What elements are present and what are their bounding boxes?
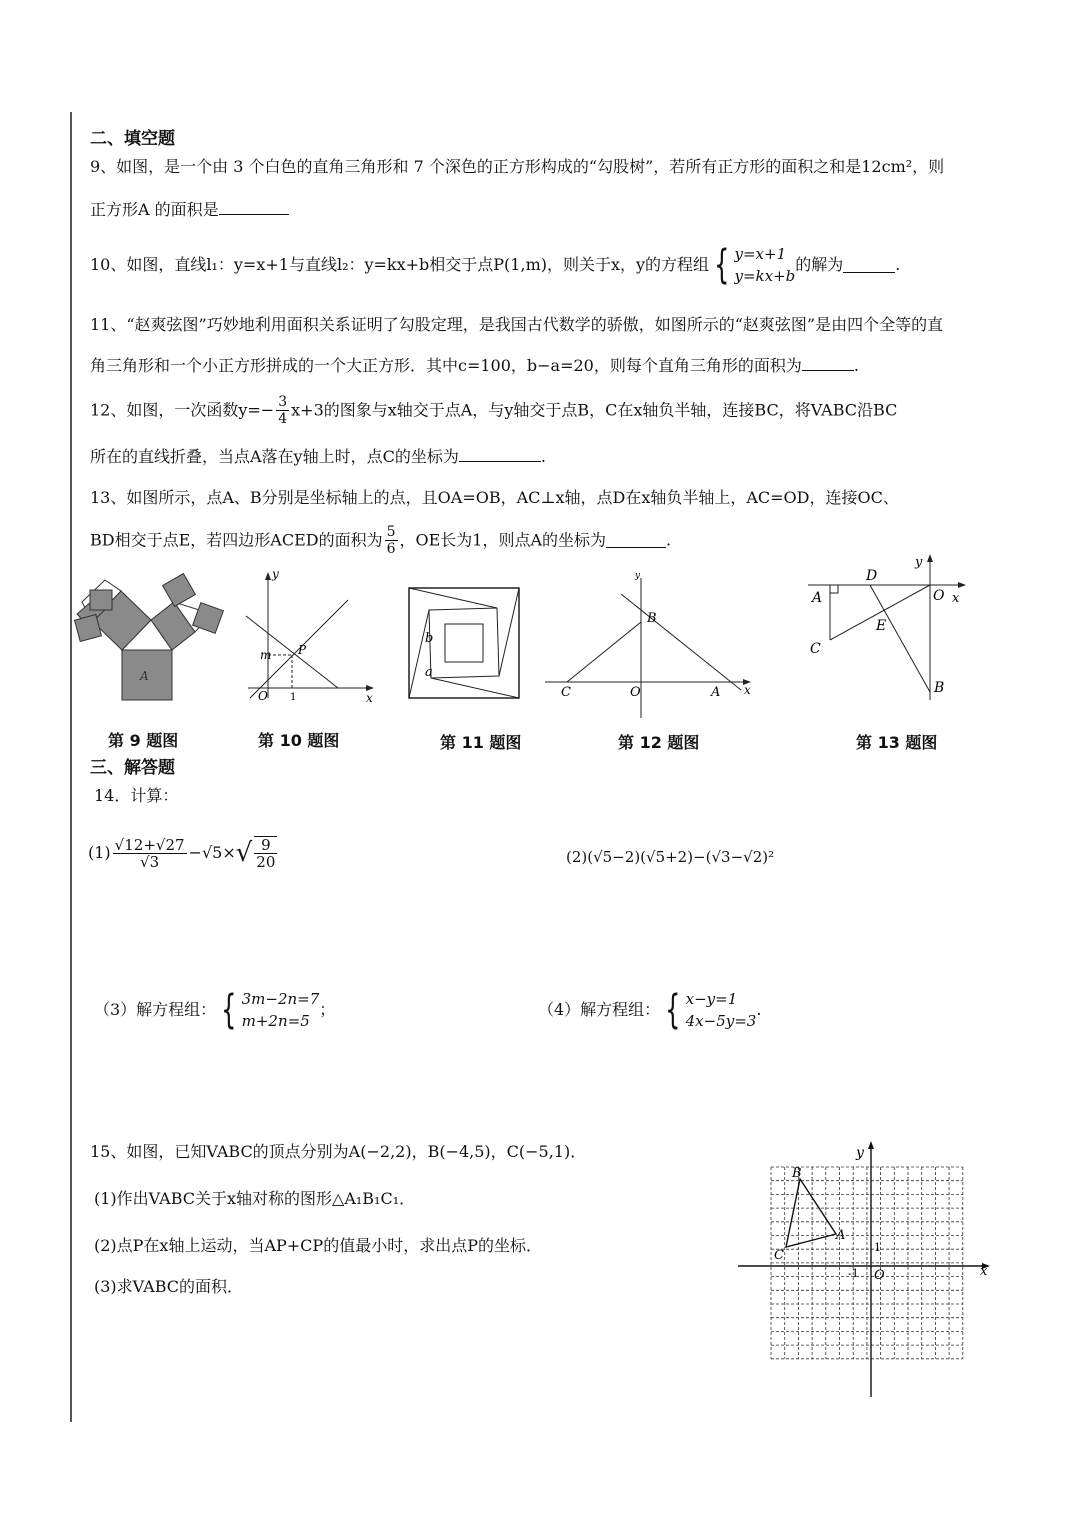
brace: { xyxy=(714,242,730,288)
equation-1: x−y=1 xyxy=(685,990,738,1008)
fraction xyxy=(254,836,277,870)
label-c: C xyxy=(774,1248,784,1263)
triangle-abc xyxy=(786,1179,836,1247)
line-ab xyxy=(621,594,741,690)
fraction-numerator: 5 xyxy=(386,524,396,540)
question-12-line2: 所在的直线折叠，当点A落在y轴上时，点C的坐标为 . xyxy=(90,447,546,466)
fraction xyxy=(113,837,187,870)
label-a: A xyxy=(812,590,823,606)
arrow-icon xyxy=(958,582,966,588)
label-b: B xyxy=(934,680,945,696)
question-12-line1 xyxy=(90,394,897,427)
figure-11-zhao-shuang-diagram xyxy=(405,584,523,702)
punctuation: ； xyxy=(319,1000,336,1019)
brace: { xyxy=(221,987,237,1033)
label-a: A xyxy=(836,1228,846,1243)
fraction-numerator: 9 xyxy=(254,837,277,854)
question-15-sub3: (3)求VABC的面积． xyxy=(94,1277,243,1296)
figure-10-two-lines xyxy=(240,570,380,705)
margin-line xyxy=(70,112,72,1422)
fraction-denominator: 6 xyxy=(386,541,396,557)
question-12-text-b: x+3的图象与x轴交于点A，与y轴交于点B，C在x轴负半轴，连接BC，将VABC沿BC xyxy=(291,400,898,420)
label-neg-one: -1 xyxy=(848,1267,859,1280)
answer-blank xyxy=(843,258,895,273)
label-p: P xyxy=(298,643,307,657)
equation-system xyxy=(242,988,320,1032)
question-11-line2: 角三角形和一个小正方形拼成的一个大正方形．其中c=100，b−a=20，则每个直角三角形的面积为 . xyxy=(90,356,859,375)
question-14-title: 14．计算： xyxy=(94,786,179,805)
equation-system xyxy=(735,243,796,287)
question-11-line1: 11、“赵爽弦图”巧妙地利用面积关系证明了勾股定理，是我国古代数学的骄傲，如图所示的“赵爽弦图”是由四个全等的直 xyxy=(90,315,944,334)
equation-1: 3m−2n=7 xyxy=(241,990,320,1008)
inner-square xyxy=(445,624,483,662)
caption-figure-13: 第 13 题图 xyxy=(856,733,938,752)
label-c: C xyxy=(561,685,571,700)
label-origin: O xyxy=(630,685,641,700)
right-angle-mark xyxy=(830,585,838,593)
fraction-numerator: √12+√27 xyxy=(114,835,185,854)
label-one: 1 xyxy=(290,692,297,703)
label-a: a xyxy=(425,665,433,680)
question-14-part1 xyxy=(88,836,279,870)
question-13-line1: 13、如图所示，点A、B分别是坐标轴上的点，且OA=OB，AC⊥x轴，点D在x轴负半轴上，AC=OD，连接OC、 xyxy=(90,488,899,507)
question-14-part4 xyxy=(538,988,761,1032)
label-x: x xyxy=(744,683,751,697)
question-9-line1: 9、如图，是一个由 3 个白色的直角三角形和 7 个深色的正方形构成的“勾股树”，若所有正方形的面积之和是12cm²，则 xyxy=(90,157,945,176)
question-9-text: 正方形A 的面积是 xyxy=(90,200,219,219)
question-15-sub1: (1)作出VABC关于x轴对称的图形△A₁B₁C₁． xyxy=(94,1189,416,1208)
fraction-denominator: 20 xyxy=(256,853,276,871)
label-d: D xyxy=(866,568,878,584)
answer-blank xyxy=(459,447,541,462)
label-y: y xyxy=(272,570,279,581)
question-15-sub2: (2)点P在x轴上运动，当AP+CP的值最小时，求出点P的坐标． xyxy=(94,1236,542,1255)
label-a: A xyxy=(711,685,721,700)
label-a: A xyxy=(140,669,149,683)
caption-figure-12: 第 12 题图 xyxy=(618,733,700,752)
label-x: x xyxy=(980,1264,988,1279)
fraction-numerator: 3 xyxy=(278,394,288,410)
label-b: b xyxy=(425,631,434,646)
label-origin: O xyxy=(258,689,268,703)
label-origin: O xyxy=(933,588,945,604)
fraction-denominator: 4 xyxy=(278,411,288,427)
question-12-text: 所在的直线折叠，当点A落在y轴上时，点C的坐标为 xyxy=(90,447,459,466)
dashed-grid xyxy=(771,1167,963,1359)
label-m: m xyxy=(260,648,272,662)
sqrt-icon: √ xyxy=(235,838,253,868)
arrow-icon xyxy=(265,572,271,580)
fraction-denominator: √3 xyxy=(140,852,160,871)
label-y: y xyxy=(856,1145,864,1161)
part-label: (1) xyxy=(88,843,111,862)
figure-13-coordinate xyxy=(800,550,975,705)
figure-9-pythagoras-tree xyxy=(72,572,232,707)
answer-blank xyxy=(606,533,666,548)
label-x: x xyxy=(366,691,373,705)
square xyxy=(90,590,112,610)
equation-2: y=kx+b xyxy=(734,267,796,285)
question-11-text: 角三角形和一个小正方形拼成的一个大正方形．其中c=100，b−a=20，则每个直角三角形的面积为 xyxy=(90,356,802,375)
question-15-line1: 15、如图，已知VABC的顶点分别为A(−2,2)，B(−4,5)，C(−5,1)． xyxy=(90,1142,587,1161)
fraction xyxy=(385,524,398,557)
label-origin: O xyxy=(874,1268,885,1283)
expression-middle: −√5× xyxy=(188,843,236,862)
label-e: E xyxy=(876,618,887,634)
question-13-text-a: BD相交于点E，若四边形ACED的面积为 xyxy=(90,530,383,550)
part-label: （3）解方程组： xyxy=(94,1000,217,1019)
question-9-line2 xyxy=(90,199,289,221)
equation-1: y=x+1 xyxy=(734,245,787,263)
question-10: 10、如图，直线l₁：y=x+1与直线l₂：y=kx+b相交于点P(1,m)，则关于x，y的方程组 { y=x+1 y=kx+b 的解为 . xyxy=(90,242,901,288)
arrow-icon xyxy=(868,1141,874,1149)
line-cb xyxy=(567,622,641,682)
label-x: x xyxy=(952,591,960,606)
equation-2: m+2n=5 xyxy=(241,1012,310,1030)
question-13-line2: BD相交于点E，若四边形ACED的面积为 $\frac{5}{6}$ ，OE长为1，则点A的坐标为 . xyxy=(90,524,672,557)
label-c: C xyxy=(810,641,821,657)
section-title-answers: 三、解答题 xyxy=(90,758,175,778)
figure-15-grid xyxy=(738,1135,998,1400)
question-12-text-a: 12、如图，一次函数y=− xyxy=(90,400,275,420)
question-10-tail: 的解为 xyxy=(795,255,844,274)
question-10-text: 10、如图，直线l₁：y=x+1与直线l₂：y=kx+b相交于点P(1,m)，则关于x，y的方程组 xyxy=(90,255,710,274)
label-b: B xyxy=(792,1166,802,1181)
question-14-part2: (2)(√5−2)(√5+2)−(√3−√2)² xyxy=(566,848,775,866)
figure-12-coordinate xyxy=(543,570,758,720)
equation-system xyxy=(686,988,757,1032)
punctuation: . xyxy=(756,1000,762,1019)
question-13-text-b: ，OE长为1，则点A的坐标为 xyxy=(399,530,607,550)
caption-figure-9: 第 9 题图 xyxy=(108,731,179,750)
answer-blank xyxy=(219,200,289,215)
arrow-icon xyxy=(927,554,933,562)
label-one: 1 xyxy=(874,1241,881,1254)
equation-2: 4x−5y=3 xyxy=(685,1012,757,1030)
caption-figure-11: 第 11 题图 xyxy=(440,733,522,752)
part-label: （4）解方程组： xyxy=(538,1000,661,1019)
fraction xyxy=(276,394,289,427)
question-14-part3 xyxy=(94,988,335,1032)
label-y: y xyxy=(635,571,641,581)
answer-blank xyxy=(802,356,854,371)
label-y: y xyxy=(915,555,923,570)
square xyxy=(163,574,196,607)
section-title-fill-in: 二、填空题 xyxy=(90,129,175,149)
label-b: B xyxy=(647,611,657,626)
caption-figure-10: 第 10 题图 xyxy=(258,731,340,750)
brace: { xyxy=(665,987,681,1033)
